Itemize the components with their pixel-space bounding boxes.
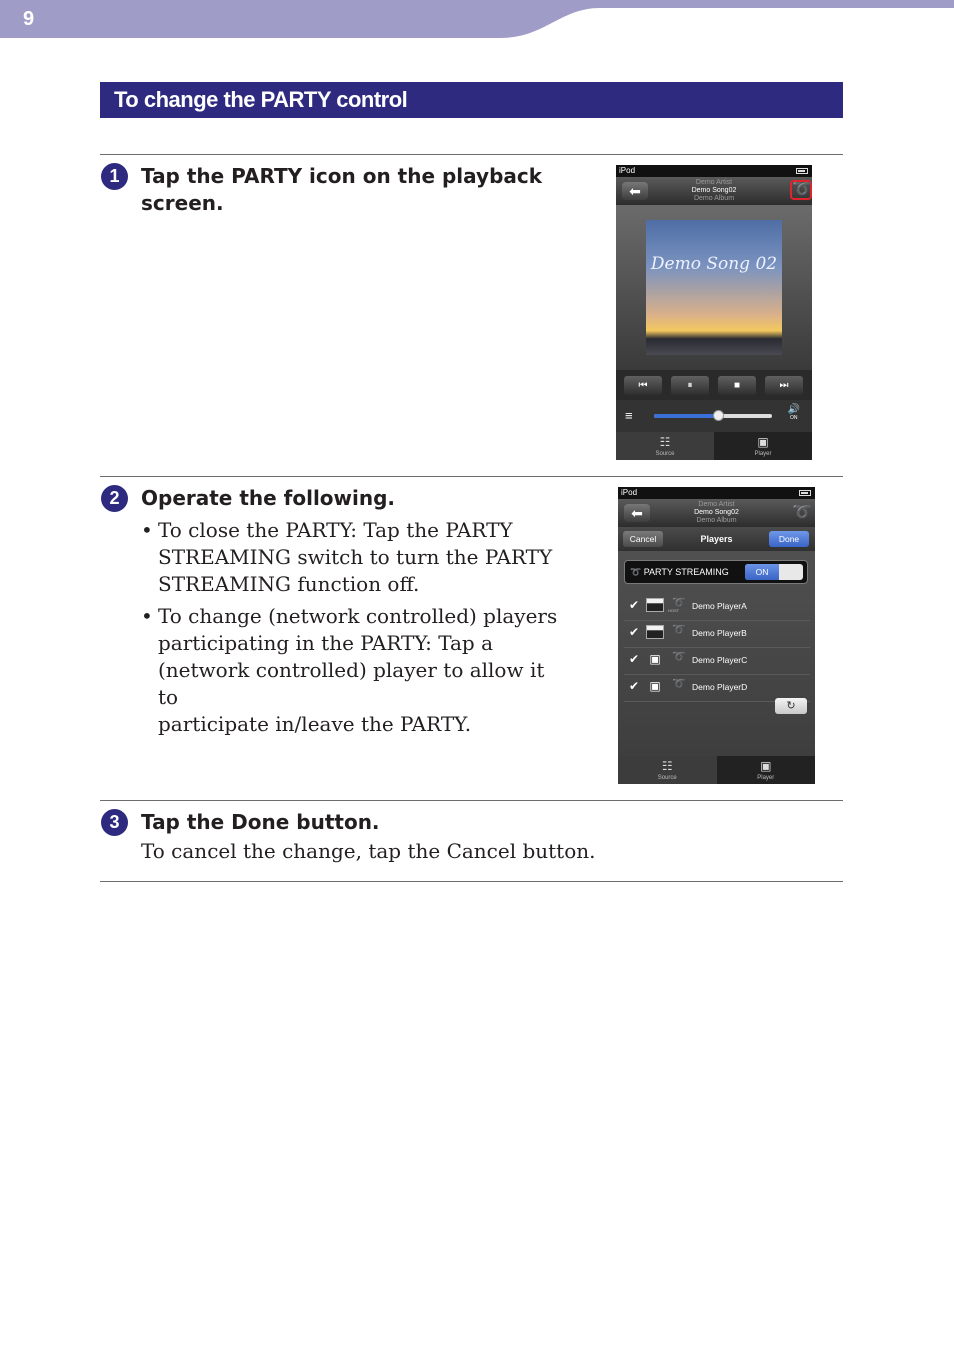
- transport-controls: [616, 370, 812, 400]
- album-art-area: [616, 205, 812, 370]
- status-bar: [618, 487, 815, 499]
- bullet-line: To close the PARTY: Tap the PARTY: [158, 518, 513, 542]
- playback-screen-screenshot: [616, 165, 812, 460]
- tab-source[interactable]: [616, 432, 714, 460]
- players-list: [618, 551, 815, 756]
- speaker-label: ON: [790, 415, 798, 421]
- speaker-device-icon: [646, 625, 664, 639]
- tab-label: Source: [657, 775, 677, 781]
- song-label: Demo Song02: [694, 509, 739, 516]
- refresh-icon[interactable]: ↻: [775, 698, 807, 714]
- next-track-icon[interactable]: ⏭: [765, 376, 803, 395]
- party-streaming-text: PARTY STREAMING: [643, 567, 729, 577]
- tab-source[interactable]: [618, 756, 717, 784]
- album-label: Demo Album: [696, 517, 737, 524]
- bullet-close-party: [141, 517, 561, 598]
- step-1-heading-line: screen.: [141, 191, 224, 215]
- status-device-label: iPod: [619, 166, 636, 175]
- player-name: Demo PlayerB: [692, 628, 747, 638]
- battery-icon: [796, 168, 808, 174]
- nav-bar: [618, 499, 815, 527]
- cancel-button[interactable]: Cancel: [623, 531, 663, 547]
- toggle-on-label: ON: [745, 564, 779, 580]
- tab-label: Source: [655, 451, 675, 457]
- artist-label: Demo Artist: [695, 179, 733, 186]
- list-item[interactable]: [624, 620, 810, 648]
- bullet-line: participating in the PARTY: Tap a: [158, 631, 493, 655]
- pause-icon[interactable]: ⏸: [671, 376, 709, 395]
- bullet-dot: •: [141, 518, 153, 542]
- status-bar: [616, 165, 812, 177]
- tab-label: Player: [754, 451, 772, 457]
- divider: [100, 154, 843, 155]
- players-toolbar: [618, 527, 815, 551]
- step-number-1: 1: [101, 163, 128, 190]
- song-label: Demo Song02: [691, 187, 737, 194]
- stop-icon[interactable]: ■: [718, 376, 756, 395]
- step-3-heading: Tap the Done button.: [141, 810, 380, 834]
- party-streaming-label: ➰ PARTY STREAMING: [630, 567, 729, 577]
- list-item[interactable]: [624, 647, 810, 675]
- page-number: 9: [23, 8, 35, 30]
- list-item[interactable]: [624, 593, 810, 621]
- tab-player[interactable]: [714, 432, 812, 460]
- party-streaming-row: [624, 560, 808, 584]
- bullet-change-players: [141, 603, 561, 738]
- player-name: Demo PlayerA: [692, 601, 747, 611]
- player-name: Demo PlayerC: [692, 655, 748, 665]
- divider: [100, 800, 843, 801]
- bullet-dot: •: [141, 604, 153, 628]
- album-cover-title: Demo Song 02: [650, 254, 778, 274]
- party-link-icon: ➰: [672, 651, 686, 663]
- equalizer-icon[interactable]: ≡: [625, 408, 633, 423]
- done-button[interactable]: Done: [769, 531, 809, 547]
- check-icon: ✔: [629, 652, 640, 666]
- step-number-3: 3: [101, 809, 128, 836]
- speaker-device-icon: [646, 598, 664, 612]
- artist-label: Demo Artist: [698, 501, 735, 508]
- host-label: HOST: [668, 608, 680, 613]
- step-number-2: 2: [101, 485, 128, 512]
- monitor-device-icon: ▣: [649, 652, 661, 666]
- monitor-device-icon: ▣: [649, 679, 661, 693]
- check-icon: ✔: [629, 625, 640, 639]
- tab-bar: [618, 756, 815, 784]
- bullet-line: To change (network controlled) players: [158, 604, 558, 628]
- players-title: Players: [700, 534, 733, 544]
- party-link-icon: ➰: [672, 678, 686, 690]
- party-link-icon[interactable]: ➰: [792, 181, 812, 198]
- header-band: [0, 0, 954, 40]
- back-arrow-icon[interactable]: ⬅: [622, 182, 648, 200]
- nav-bar: [616, 177, 812, 205]
- bullet-line: STREAMING switch to turn the PARTY: [158, 545, 553, 569]
- section-title: To change the PARTY control: [100, 82, 843, 118]
- bullet-line: participate in/leave the PARTY.: [158, 712, 472, 736]
- step-3-body: To cancel the change, tap the Cancel button.: [141, 839, 596, 863]
- bullet-line: (network controlled) player to allow it to: [158, 658, 545, 709]
- volume-knob[interactable]: [713, 410, 724, 421]
- party-link-icon: ➰: [672, 597, 686, 609]
- volume-bar: [616, 400, 812, 432]
- party-streaming-toggle[interactable]: [745, 564, 803, 580]
- step-1-heading: [141, 163, 542, 217]
- tab-player[interactable]: [717, 756, 816, 784]
- bullet-line: STREAMING function off.: [158, 572, 420, 596]
- player-name: Demo PlayerD: [692, 682, 748, 692]
- check-icon: ✔: [629, 598, 640, 612]
- players-screen-screenshot: [618, 487, 815, 784]
- now-playing-info: [658, 501, 775, 525]
- check-icon: ✔: [629, 679, 640, 693]
- player-icon: ▣: [760, 759, 772, 773]
- divider: [100, 881, 843, 882]
- party-link-icon: ➰: [672, 624, 686, 636]
- album-label: Demo Album: [693, 195, 735, 202]
- volume-slider[interactable]: [654, 414, 772, 418]
- party-link-icon[interactable]: ➰: [792, 504, 812, 521]
- step-2-heading: Operate the following.: [141, 486, 396, 510]
- tab-label: Player: [757, 775, 775, 781]
- previous-track-icon[interactable]: ⏮: [624, 376, 662, 395]
- back-arrow-icon[interactable]: ⬅: [624, 504, 650, 522]
- speaker-icon[interactable]: 🔊 ON: [787, 404, 800, 421]
- step-2-bullets: [141, 517, 561, 743]
- status-device-label: iPod: [621, 488, 638, 497]
- player-icon: ▣: [757, 435, 769, 449]
- source-icon: ☷: [661, 759, 673, 773]
- volume-fill: [654, 414, 718, 418]
- source-icon: ☷: [659, 435, 671, 449]
- tab-bar: [616, 432, 812, 460]
- step-1-heading-line: Tap the PARTY icon on the playback: [141, 164, 543, 188]
- divider: [100, 476, 843, 477]
- album-cover: [646, 220, 782, 355]
- now-playing-info: [656, 179, 772, 203]
- battery-icon: [799, 490, 811, 496]
